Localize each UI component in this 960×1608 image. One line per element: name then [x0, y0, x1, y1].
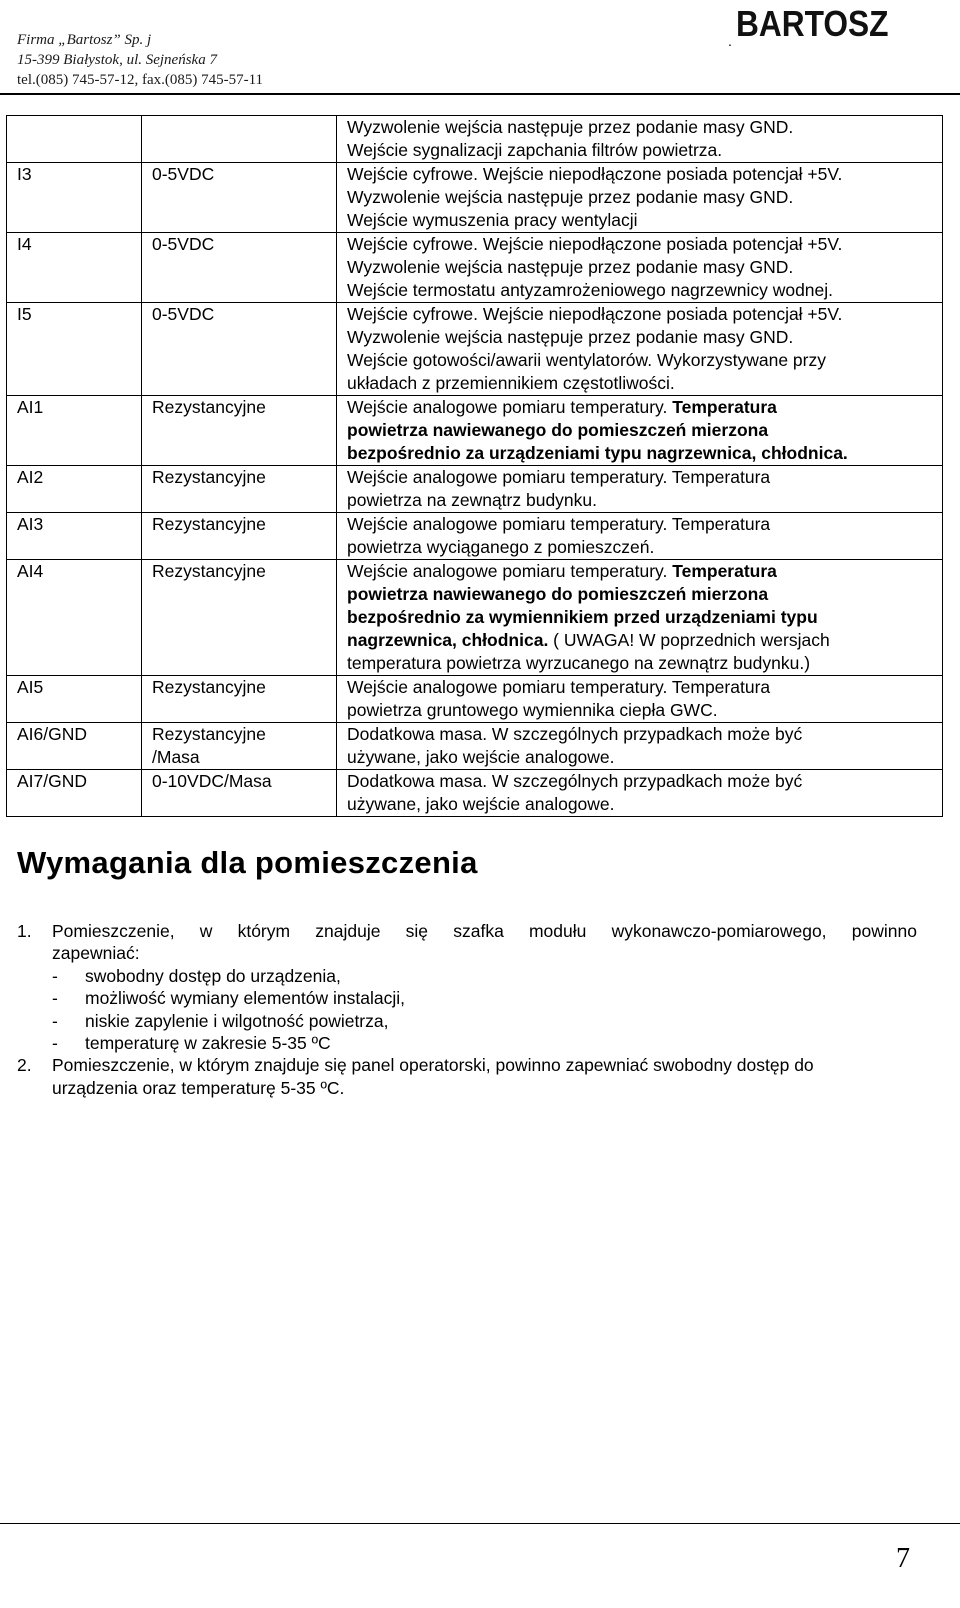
signal-type-cell	[142, 466, 337, 513]
description-line	[347, 186, 942, 209]
table-row	[7, 163, 943, 233]
description-line	[347, 372, 942, 395]
description-line	[347, 583, 942, 606]
signal-type: Rezystancyjne	[152, 397, 266, 417]
description-line	[347, 139, 942, 162]
description-text: Wejście sygnalizacji zapchania filtrów powietrza.	[347, 140, 723, 160]
bullet-text: temperaturę w zakresie 5-35 ºC	[85, 1033, 331, 1054]
bullet-text: swobodny dostęp do urządzenia,	[85, 965, 341, 986]
signal-name-cell: AI6/GND	[7, 723, 142, 770]
table-row	[7, 770, 943, 817]
description-line	[347, 793, 942, 816]
table-row	[7, 723, 943, 770]
description-line	[347, 606, 942, 629]
bullet-text: możliwość wymiany elementów instalacji,	[85, 988, 405, 1009]
signal-type-cell	[142, 723, 337, 770]
signal-type: Rezystancyjne	[152, 467, 266, 487]
signal-name-cell: AI4	[7, 560, 142, 676]
bullet-item	[52, 965, 917, 987]
description-text: Wejście wymuszenia pracy wentylacji	[347, 210, 638, 230]
description-cell	[337, 396, 943, 466]
description-line	[347, 396, 942, 419]
description-cell	[337, 676, 943, 723]
description-line	[347, 279, 942, 302]
description-text: Wejście cyfrowe. Wejście niepodłączone posiada potencjał +5V.	[347, 164, 843, 184]
signal-type-continued: /Masa	[152, 747, 200, 767]
description-line	[347, 489, 942, 512]
signal-name-cell: AI1	[7, 396, 142, 466]
description-text: powietrza na zewnątrz budynku.	[347, 490, 597, 510]
signal-type-cell	[142, 560, 337, 676]
description-text: używane, jako wejście analogowe.	[347, 794, 615, 814]
description-text: Wejście termostatu antyzamrożeniowego nagrzewnicy wodnej.	[347, 280, 834, 300]
requirement-word: modułu	[528, 921, 587, 941]
signal-name-cell: AI3	[7, 513, 142, 560]
page-number: 7	[896, 1543, 910, 1574]
table-row	[7, 560, 943, 676]
bullet-marker: -	[52, 988, 58, 1009]
description-line	[347, 536, 942, 559]
description-bold-text: bezpośrednio za wymiennikiem przed urządzeniami typu	[347, 607, 818, 627]
description-line	[347, 676, 942, 699]
signal-type-cell	[142, 233, 337, 303]
footer-divider	[0, 1523, 960, 1524]
description-cell	[337, 233, 943, 303]
signal-name-cell: AI7/GND	[7, 770, 142, 817]
signal-type-cell	[142, 676, 337, 723]
table-row	[7, 116, 943, 163]
description-line	[347, 116, 942, 139]
description-text: powietrza wyciąganego z pomieszczeń.	[347, 537, 655, 557]
bullet-item	[52, 987, 917, 1009]
company-street: 15-399 Białystok, ul. Sejneńska 7	[17, 52, 217, 68]
signal-name-cell: I5	[7, 303, 142, 396]
description-line	[347, 233, 942, 256]
signal-type: 0-5VDC	[152, 304, 215, 324]
description-text: Wejście analogowe pomiaru temperatury.	[347, 397, 673, 417]
signal-type-cell	[142, 513, 337, 560]
table-row	[7, 513, 943, 560]
description-bold-text: bezpośrednio za urządzeniami typu nagrzewnica, chłodnica.	[347, 443, 848, 463]
signal-type: 0-5VDC	[152, 234, 215, 254]
requirement-1-line-2: zapewniać:	[52, 943, 140, 964]
signal-name-cell: I3	[7, 163, 142, 233]
signal-type: Rezystancyjne	[152, 514, 266, 534]
description-cell	[337, 723, 943, 770]
description-text: Wyzwolenie wejścia następuje przez podanie masy GND.	[347, 187, 794, 207]
description-line	[347, 442, 942, 465]
description-text: temperatura powietrza wyrzucanego na zewnątrz budynku.)	[347, 653, 811, 673]
description-line	[347, 419, 942, 442]
description-bold-text: powietrza nawiewanego do pomieszczeń mierzona	[347, 420, 769, 440]
bullet-marker: -	[52, 1033, 58, 1054]
bullet-item	[52, 1010, 917, 1032]
requirement-word: się	[405, 921, 429, 941]
description-cell	[337, 163, 943, 233]
signal-name-cell	[7, 116, 142, 163]
signal-type-cell	[142, 116, 337, 163]
requirement-item-1	[17, 920, 917, 965]
description-text: Dodatkowa masa. W szczególnych przypadkach może być	[347, 771, 803, 791]
description-line	[347, 209, 942, 232]
table-row	[7, 396, 943, 466]
description-text: Wejście analogowe pomiaru temperatury. Temperatura	[347, 467, 771, 487]
io-table	[6, 115, 943, 817]
signal-type-cell	[142, 770, 337, 817]
bartosz-logo	[736, 2, 906, 46]
description-line	[347, 466, 942, 489]
description-text: Wejście analogowe pomiaru temperatury. Temperatura	[347, 677, 771, 697]
description-cell	[337, 513, 943, 560]
requirement-word: Pomieszczenie,	[52, 921, 175, 941]
signal-type: 0-10VDC/Masa	[152, 771, 272, 791]
table-row	[7, 466, 943, 513]
description-line	[347, 723, 942, 746]
description-line	[347, 652, 942, 675]
requirement-number: 2.	[17, 1055, 32, 1076]
company-address	[17, 30, 263, 90]
description-line	[347, 256, 942, 279]
description-bold-text: Temperatura	[672, 397, 777, 417]
requirement-1-line-1	[52, 920, 917, 942]
requirement-2-line-1: Pomieszczenie, w którym znajduje się panel operatorski, powinno zapewniać swobodny dostęp do	[52, 1055, 814, 1076]
signal-type-cell	[142, 396, 337, 466]
description-line	[347, 326, 942, 349]
description-cell	[337, 770, 943, 817]
signal-type: 0-5VDC	[152, 164, 215, 184]
signal-name-cell: AI5	[7, 676, 142, 723]
bullet-marker: -	[52, 965, 58, 986]
description-line	[347, 560, 942, 583]
description-line	[347, 629, 942, 652]
description-line	[347, 163, 942, 186]
requirement-word: powinno	[851, 921, 917, 941]
requirement-bullets	[17, 965, 917, 1055]
signal-type: Rezystancyjne	[152, 724, 266, 744]
description-line	[347, 303, 942, 326]
description-text: ( UWAGA! W poprzednich wersjach	[548, 630, 830, 650]
requirement-word: którym	[237, 921, 291, 941]
bullet-text: niskie zapylenie i wilgotność powietrza,	[85, 1010, 389, 1031]
logo-text: BARTOSZ	[736, 3, 889, 44]
description-text: używane, jako wejście analogowe.	[347, 747, 615, 767]
io-table-body	[7, 116, 943, 817]
company-phone: tel.(085) 745-57-12, fax.(085) 745-57-11	[17, 72, 264, 88]
requirement-item-2	[17, 1054, 917, 1099]
signal-name-cell: AI2	[7, 466, 142, 513]
requirement-word: szafka	[453, 921, 504, 941]
description-text: Wejście analogowe pomiaru temperatury.	[347, 561, 673, 581]
description-cell	[337, 116, 943, 163]
description-text: Wejście cyfrowe. Wejście niepodłączone posiada potencjał +5V.	[347, 304, 843, 324]
description-line	[347, 513, 942, 536]
description-text: Wyzwolenie wejścia następuje przez podanie masy GND.	[347, 117, 794, 137]
description-cell	[337, 303, 943, 396]
signal-name-cell: I4	[7, 233, 142, 303]
table-row	[7, 233, 943, 303]
bullet-item	[52, 1032, 917, 1054]
signal-type: Rezystancyjne	[152, 561, 266, 581]
requirement-word: wykonawczo-pomiarowego,	[611, 921, 827, 941]
requirement-2-line-2: urządzenia oraz temperaturę 5-35 ºC.	[52, 1077, 345, 1098]
section-title: Wymagania dla pomieszczenia	[17, 845, 478, 880]
description-text: Wejście analogowe pomiaru temperatury. Temperatura	[347, 514, 771, 534]
description-text: Wyzwolenie wejścia następuje przez podanie masy GND.	[347, 257, 794, 277]
signal-type-cell	[142, 163, 337, 233]
table-row	[7, 676, 943, 723]
requirement-word: w	[199, 921, 213, 941]
header-divider	[0, 93, 960, 95]
description-line	[347, 770, 942, 793]
description-cell	[337, 466, 943, 513]
signal-type-cell	[142, 303, 337, 396]
description-cell	[337, 560, 943, 676]
description-text: układach z przemiennikiem częstotliwości.	[347, 373, 675, 393]
requirements-list	[17, 920, 917, 1099]
description-line	[347, 699, 942, 722]
description-line	[347, 349, 942, 372]
description-line	[347, 746, 942, 769]
requirement-number: 1.	[17, 921, 32, 941]
company-name: Firma „Bartosz” Sp. j	[17, 32, 152, 48]
description-bold-text: nagrzewnica, chłodnica.	[347, 630, 549, 650]
description-text: Wyzwolenie wejścia następuje przez podanie masy GND.	[347, 327, 794, 347]
requirement-word: znajduje	[315, 921, 381, 941]
description-bold-text: Temperatura	[672, 561, 777, 581]
bullet-marker: -	[52, 1010, 58, 1031]
description-text: powietrza gruntowego wymiennika ciepła GWC.	[347, 700, 718, 720]
description-text: Dodatkowa masa. W szczególnych przypadkach może być	[347, 724, 803, 744]
table-row	[7, 303, 943, 396]
header-dot: .	[728, 33, 732, 49]
description-bold-text: powietrza nawiewanego do pomieszczeń mierzona	[347, 584, 769, 604]
signal-type: Rezystancyjne	[152, 677, 266, 697]
description-text: Wejście gotowości/awarii wentylatorów. Wykorzystywane przy	[347, 350, 826, 370]
description-text: Wejście cyfrowe. Wejście niepodłączone posiada potencjał +5V.	[347, 234, 843, 254]
